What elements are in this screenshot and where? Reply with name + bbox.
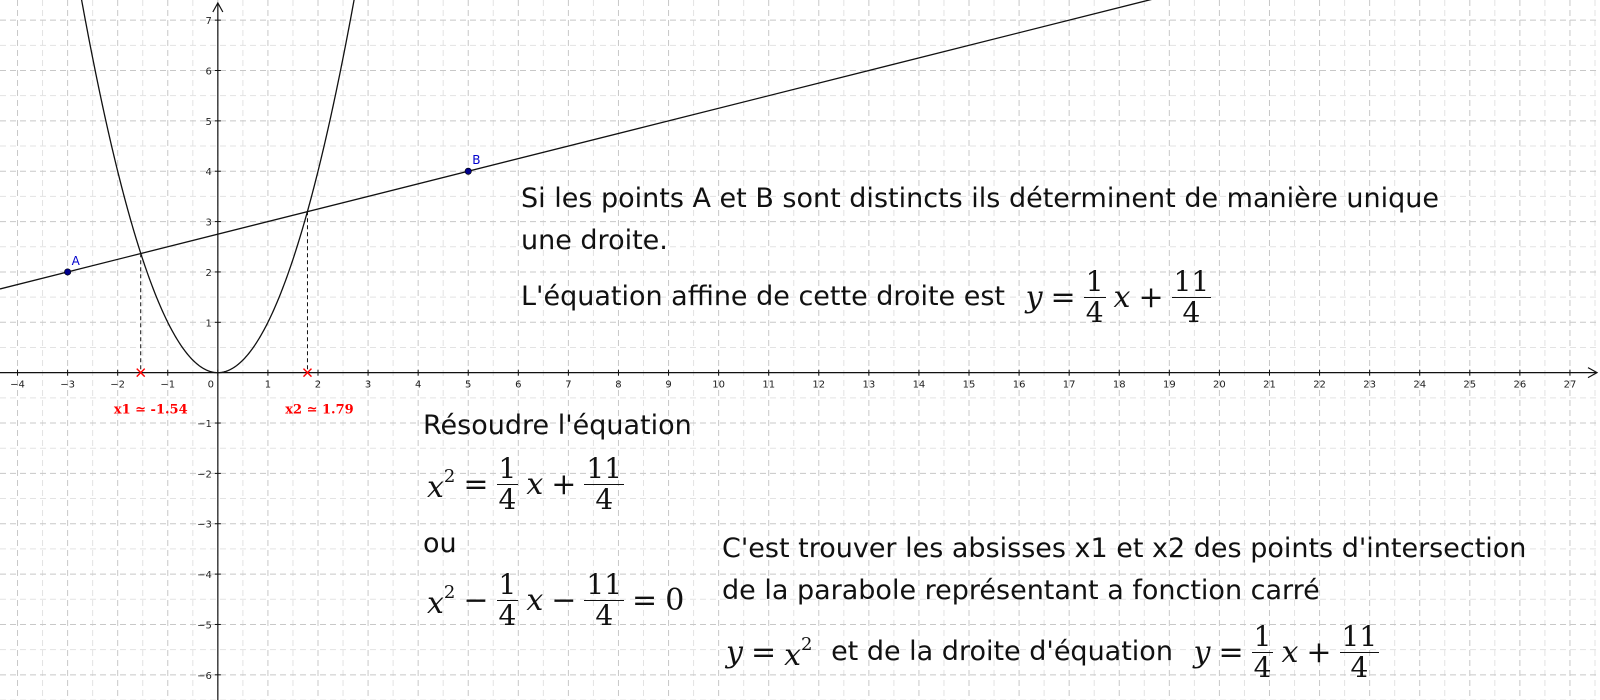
explanation-line-1: C'est trouver les absisses x1 et x2 des points d'intersection [722,533,1527,564]
x-tick-label: 13 [862,379,876,391]
x-tick-label: 23 [1363,379,1377,391]
fraction-numerator: 11 [1341,620,1378,653]
plus-sign: + [1138,279,1164,315]
y-tick-label: 3 [205,217,212,229]
equals-sign: = [1050,279,1076,315]
x-tick-label: 27 [1563,379,1577,391]
x-tick-label: 15 [962,379,976,391]
zero: 0 [665,582,685,618]
x-tick-label: 11 [762,379,776,391]
var-y: y [726,634,743,670]
fraction-denominator: 4 [595,599,614,632]
fraction-one-quarter [497,454,519,515]
var-x: x [1281,634,1299,670]
plus-sign: + [551,466,577,502]
y-tick-label: −2 [197,469,212,481]
y-tick-label: 1 [205,318,212,330]
ou-text: ou [423,528,457,559]
y-tick-label: 5 [205,116,212,128]
point-a [64,269,70,275]
point-label-b: B [472,153,481,168]
fraction-numerator: 1 [1085,265,1104,298]
x-tick-label: 18 [1112,379,1126,391]
line-equation-intro: L'équation affine de cette droite est [521,281,1005,312]
x-tick-label: 2 [314,379,322,391]
y-tick-label: −6 [197,670,212,682]
equals-sign: = [463,466,489,502]
var-x: $x^2$ [784,634,813,673]
explanation-mid-text: et de la droite d'équation [831,636,1173,667]
fraction-eleven-quarters [584,454,624,515]
fraction-numerator: 11 [586,568,623,601]
x-tick-label: 22 [1313,379,1326,391]
point-label-a: A [71,253,80,268]
x-tick-label: 8 [615,379,622,391]
line-curve [0,0,1600,289]
fraction-one-quarter [1252,622,1274,683]
minus-sign: − [551,582,577,618]
fraction-numerator: 1 [1253,620,1272,653]
var-x: x [526,582,544,618]
var-x: x [1113,279,1131,315]
x-tick-label: 3 [364,379,372,391]
minus-sign: − [463,582,489,618]
fraction-denominator: 4 [1085,296,1104,329]
x-tick-label: −4 [10,379,25,391]
var-y: y [1193,634,1211,670]
parabola-equation [726,614,812,691]
var-x: x [526,466,544,502]
fraction-denominator: 4 [498,599,517,632]
var-x: $x^2$ [427,582,456,621]
fraction-one-quarter [1084,267,1106,328]
x-tick-label: 20 [1213,379,1226,391]
x-tick-label: 9 [665,379,672,391]
x-tick-label: 4 [414,379,422,391]
point-b [465,168,471,174]
line-equation [1026,263,1212,333]
x-tick-label: 26 [1513,379,1527,391]
x-tick-label: 16 [1012,379,1026,391]
x-tick-label: 14 [912,379,926,391]
y-tick-label: −4 [197,570,212,582]
fraction-eleven-quarters [584,570,624,631]
x-tick-label: 0 [207,379,215,391]
y-tick-label: 2 [205,267,212,279]
y-tick-label: −3 [197,519,212,531]
intro-line-2: une droite. [521,225,668,256]
plus-sign: + [1306,634,1332,670]
fraction-denominator: 4 [498,483,517,516]
x-tick-label: 5 [465,379,472,391]
y-tick-label: −1 [197,419,212,431]
equals-sign: = [750,634,777,670]
root-label: x1 ≃ -1.54 [113,402,188,418]
equation-1 [427,448,624,514]
fraction-denominator: 4 [1253,651,1272,684]
x-tick-label: 21 [1263,379,1276,391]
var-y: y [1025,279,1043,315]
x-tick-label: −1 [160,379,176,391]
y-tick-label: −5 [197,620,212,632]
y-tick-label: 6 [205,66,212,78]
x-tick-label: −2 [110,379,126,391]
fraction-numerator: 1 [498,568,517,601]
root-label: x2 ≃ 1.79 [285,402,354,418]
equals-sign: = [632,582,658,618]
fraction-eleven-quarters [1340,622,1380,683]
y-tick-label: 4 [205,167,212,179]
fraction-numerator: 11 [1173,265,1210,298]
fraction-denominator: 4 [1182,296,1201,329]
fraction-numerator: 1 [498,452,517,485]
equation-2 [427,564,684,630]
line-equation-row [521,262,1211,332]
x-tick-label: 7 [565,379,572,391]
y-tick-label: 7 [205,16,212,28]
x-tick-label: 6 [515,379,522,391]
x-tick-label: 24 [1413,379,1427,391]
explanation-line-3 [726,614,1379,684]
x-tick-label: 17 [1062,379,1076,391]
x-tick-label: 1 [264,379,272,391]
x-tick-label: −3 [60,379,75,391]
fraction-numerator: 11 [586,452,623,485]
var-x: $x^2$ [427,466,456,505]
x-tick-label: 25 [1463,379,1477,391]
fraction-denominator: 4 [1350,651,1369,684]
x-tick-label: 12 [812,379,826,391]
fraction-eleven-quarters [1172,267,1212,328]
equation-2-row [427,564,684,637]
resoudre-heading: Résoudre l'équation [423,410,692,441]
line-equation-2 [1194,618,1380,688]
x-tick-label: 19 [1162,379,1176,391]
equals-sign: = [1218,634,1244,670]
x-tick-label: 10 [712,379,725,391]
explanation-line-2: de la parabole représentant a fonction carré [722,575,1320,606]
fraction-denominator: 4 [595,483,614,516]
fraction-one-quarter [497,570,519,631]
equation-1-row [427,448,624,521]
intro-line-1: Si les points A et B sont distincts ils déterminent de manière unique [521,183,1440,214]
